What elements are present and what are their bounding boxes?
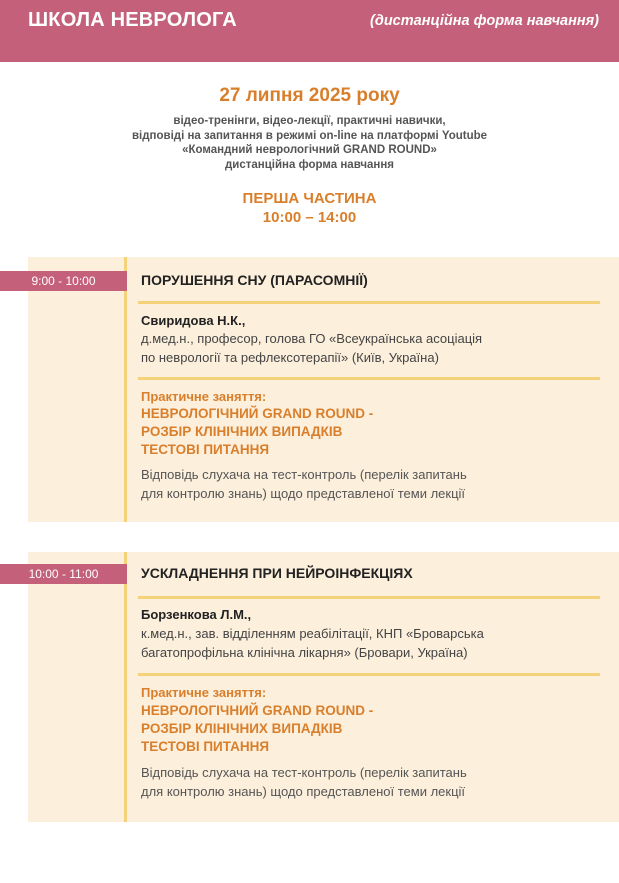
speaker-name: Борзенкова Л.М., <box>141 607 252 622</box>
practice-desc-line: Відповідь слухача на тест-контроль (перелік запитань <box>141 765 467 780</box>
session-time: 10:00 - 11:00 <box>0 564 127 584</box>
session-topic: ПОРУШЕННЯ СНУ (ПАРАСОМНІЇ) <box>141 272 368 288</box>
practice-title-line: НЕВРОЛОГІЧНИЙ GRAND ROUND - <box>141 703 374 718</box>
speaker-desc-line: к.мед.н., зав. відділенням реабілітації, КНП «Броварська <box>141 626 484 641</box>
session-divider-vertical <box>124 257 127 522</box>
practice-label: Практичне заняття: <box>141 389 267 404</box>
part-heading <box>0 189 619 227</box>
practice-description <box>141 465 561 503</box>
header-banner <box>0 0 619 62</box>
event-date: 27 липня 2025 року <box>219 85 400 106</box>
session-topic: УСКЛАДНЕННЯ ПРИ НЕЙРОІНФЕКЦІЯХ <box>141 565 413 581</box>
practice-desc-line: для контролю знань) щодо представленої теми лекції <box>141 784 466 799</box>
speaker-name: Свиридова Н.К., <box>141 313 246 328</box>
intro-line: дистанційна форма навчання <box>224 158 394 171</box>
intro-line: відповіді на запитання в режимі on-line на платформі Youtube <box>131 129 488 142</box>
practice-description <box>141 763 561 801</box>
practice-title-line: ТЕСТОВІ ПИТАННЯ <box>141 739 270 754</box>
session-time: 9:00 - 10:00 <box>0 271 127 291</box>
speaker-desc-line: багатопрофільна клінічна лікарня» (Бровари, Україна) <box>141 645 468 660</box>
part-title: ПЕРША ЧАСТИНА <box>242 190 377 207</box>
practice-desc-line: Відповідь слухача на тест-контроль (перелік запитань <box>141 467 467 482</box>
intro-line: «Командний неврологічний GRAND ROUND» <box>182 144 437 156</box>
speaker-description <box>141 624 571 662</box>
session-divider-vertical <box>124 552 127 822</box>
intro-text <box>0 114 619 172</box>
practice-title <box>141 702 373 756</box>
page-title: ШКОЛА НЕВРОЛОГА <box>28 9 237 31</box>
practice-label: Практичне заняття: <box>141 685 267 700</box>
part-time: 10:00 – 14:00 <box>262 209 357 226</box>
session-divider <box>138 673 600 676</box>
session-divider <box>138 596 600 599</box>
session-divider <box>138 301 600 304</box>
practice-title-line: НЕВРОЛОГІЧНИЙ GRAND ROUND - <box>141 406 374 421</box>
speaker-description <box>141 329 571 367</box>
practice-title-line: РОЗБІР КЛІНІЧНИХ ВИПАДКІВ <box>141 721 343 736</box>
practice-title <box>141 405 373 459</box>
intro-line: відео-тренінги, відео-лекції, практичні навички, <box>173 115 446 127</box>
practice-title-line: РОЗБІР КЛІНІЧНИХ ВИПАДКІВ <box>141 424 343 439</box>
page-subtitle: (дистанційна форма навчання) <box>370 13 599 29</box>
speaker-desc-line: по неврології та рефлексотерапії» (Київ, Україна) <box>141 350 439 365</box>
speaker-desc-line: д.мед.н., професор, голова ГО «Всеукраїнська асоціація <box>141 331 483 346</box>
practice-title-line: ТЕСТОВІ ПИТАННЯ <box>141 442 270 457</box>
practice-desc-line: для контролю знань) щодо представленої теми лекції <box>141 486 466 501</box>
session-divider <box>138 377 600 380</box>
